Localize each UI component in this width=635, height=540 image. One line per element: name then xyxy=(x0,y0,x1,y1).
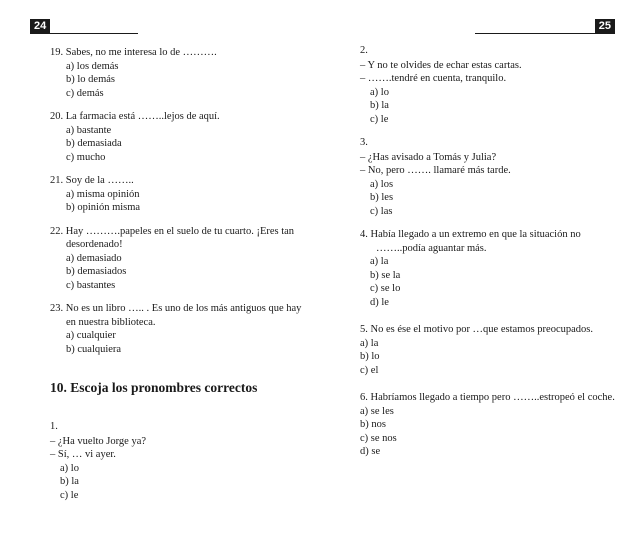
right-page xyxy=(318,0,635,540)
question-stem: 23. No es un libro ….. . Es uno de los más antiguos que hay en nuestra biblioteca. xyxy=(50,303,302,328)
option: c) demás xyxy=(66,87,104,99)
dialog-line: – No, pero ……. llamaré más tarde. xyxy=(360,165,511,176)
option: b) se la xyxy=(370,269,401,281)
option: c) le xyxy=(370,113,389,125)
exercise-number: 1. xyxy=(50,421,58,432)
option: c) mucho xyxy=(66,151,106,163)
option: a) misma opinión xyxy=(66,188,140,200)
question-19 xyxy=(50,46,305,100)
exercise-number: 3. xyxy=(360,137,368,148)
dialog-line: – Y no te olvides de echar estas cartas. xyxy=(360,59,522,71)
option: b) lo demás xyxy=(66,74,115,85)
question-stem: 19. Sabes, no me interesa lo de ………. xyxy=(50,47,217,58)
option: c) le xyxy=(60,489,79,501)
dialog-line: – …….tendré en cuenta, tranquilo. xyxy=(360,73,507,84)
page-number-left: 24 xyxy=(30,19,50,33)
option: b) la xyxy=(60,476,79,487)
option: a) bastante xyxy=(66,124,112,136)
option: a) lo xyxy=(60,462,79,474)
header-rule-left xyxy=(30,33,138,34)
question-20 xyxy=(50,110,305,164)
dialog-line: – Sí, … vi ayer. xyxy=(50,449,116,460)
option: b) demasiada xyxy=(66,138,122,149)
option: c) las xyxy=(370,205,393,217)
exercise-number: 2. xyxy=(360,45,368,56)
exercise-5 xyxy=(360,323,618,377)
exercise-6 xyxy=(360,391,618,459)
option: b) cualquiera xyxy=(66,343,122,355)
option: a) cualquier xyxy=(66,330,116,341)
question-stem: 4. Había llegado a un extremo en que la situación no ……..podía aguantar más. xyxy=(360,229,581,254)
left-column xyxy=(50,46,305,512)
section-title: 10. Escoja los pronombres correctos xyxy=(50,380,258,395)
exercise-2 xyxy=(360,44,618,126)
question-22 xyxy=(50,225,305,293)
question-stem: 5. No es ése el motivo por …que estamos preocupados. xyxy=(360,324,593,335)
option: a) lo xyxy=(370,86,389,98)
question-stem: 20. La farmacia está ……..lejos de aquí. xyxy=(50,111,220,122)
header-rule-right xyxy=(475,33,615,34)
option: d) se xyxy=(360,446,381,457)
option: a) la xyxy=(370,256,389,267)
option: a) los demás xyxy=(66,60,119,72)
option: b) opinión misma xyxy=(66,202,141,213)
option: a) los xyxy=(370,178,394,190)
option: b) demasiados xyxy=(66,266,127,277)
option: c) se lo xyxy=(370,283,401,294)
question-21 xyxy=(50,174,305,215)
right-column xyxy=(360,44,618,469)
question-23 xyxy=(50,302,305,356)
option: d) le xyxy=(370,296,389,308)
option: b) les xyxy=(370,192,394,203)
option: c) bastantes xyxy=(66,279,116,291)
option: a) se les xyxy=(360,405,394,417)
option: a) la xyxy=(360,337,379,349)
option: b) la xyxy=(370,100,389,111)
exercise-4 xyxy=(360,228,618,309)
question-stem: 6. Habríamos llegado a tiempo pero ……..estropeó el coche. xyxy=(360,392,615,403)
dialog-line: – ¿Has avisado a Tomás y Julia? xyxy=(360,151,497,163)
page-number-right: 25 xyxy=(595,19,615,33)
question-stem: 22. Hay ……….papeles en el suelo de tu cuarto. ¡Eres tan desordenado! xyxy=(50,225,295,250)
option: c) se nos xyxy=(360,432,397,444)
option: c) el xyxy=(360,364,379,376)
exercise-1 xyxy=(50,420,305,502)
option: a) demasiado xyxy=(66,252,122,264)
exercise-3 xyxy=(360,136,618,218)
question-stem: 21. Soy de la …….. xyxy=(50,175,134,186)
option: b) lo xyxy=(360,351,380,362)
option: b) nos xyxy=(360,419,386,430)
dialog-line: – ¿Ha vuelto Jorge ya? xyxy=(50,435,147,447)
